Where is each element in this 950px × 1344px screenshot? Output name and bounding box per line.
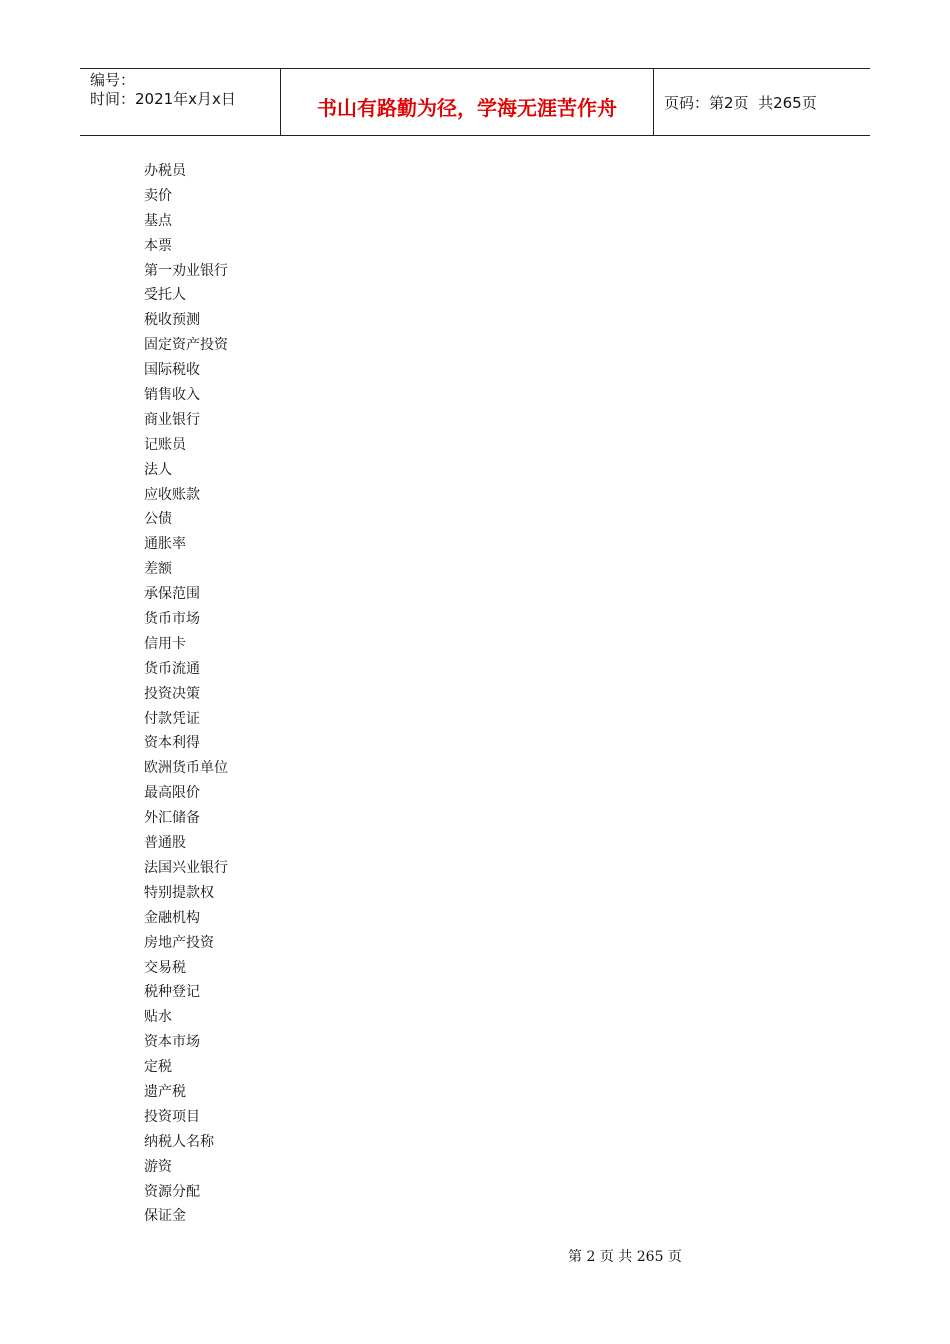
- term-item: 税收预测: [144, 312, 200, 329]
- term-item: 销售收入: [144, 387, 200, 404]
- term-item: 最高限价: [144, 785, 200, 802]
- term-item: 资本市场: [144, 1034, 200, 1051]
- term-item: 付款凭证: [144, 710, 200, 727]
- term-item: 公债: [144, 511, 172, 528]
- term-item: 投资项目: [144, 1108, 200, 1125]
- term-item: 货币市场: [144, 611, 200, 628]
- term-item: 房地产投资: [144, 934, 214, 951]
- number-label: 编号：: [90, 71, 136, 89]
- term-item: 贴水: [144, 1009, 172, 1026]
- term-item: 法人: [144, 461, 172, 478]
- header-motto: 书山有路勤为径，学海无涯苦作舟: [281, 69, 654, 135]
- term-item: 交易税: [144, 959, 186, 976]
- term-item: 差额: [144, 561, 172, 578]
- term-item: 投资决策: [144, 685, 200, 702]
- header-meta: [80, 69, 281, 135]
- term-item: 应收账款: [144, 486, 200, 503]
- term-item: 游资: [144, 1158, 172, 1175]
- date-label: 时间：2021年x月x日: [90, 90, 236, 108]
- term-item: 金融机构: [144, 909, 200, 926]
- term-item: 基点: [144, 212, 172, 229]
- term-item: 资本利得: [144, 735, 200, 752]
- term-item: 特别提款权: [144, 884, 214, 901]
- term-item: 卖价: [144, 187, 172, 204]
- term-item: 法国兴业银行: [144, 859, 228, 876]
- term-item: 固定资产投资: [144, 337, 228, 354]
- term-item: 第一劝业银行: [144, 262, 228, 279]
- term-item: 国际税收: [144, 362, 200, 379]
- term-item: 商业银行: [144, 411, 200, 428]
- page-footer: 第 2 页 共 265 页: [568, 1249, 682, 1265]
- term-item: 通胀率: [144, 536, 186, 553]
- term-item: 普通股: [144, 835, 186, 852]
- term-item: 纳税人名称: [144, 1133, 214, 1150]
- term-item: 信用卡: [144, 635, 186, 652]
- term-item: 保证金: [144, 1208, 186, 1225]
- term-item: 货币流通: [144, 660, 200, 677]
- term-item: 外汇储备: [144, 810, 200, 827]
- term-item: 承保范围: [144, 586, 200, 603]
- term-item: 欧洲货币单位: [144, 760, 228, 777]
- term-item: 资源分配: [144, 1183, 200, 1200]
- term-item: 本票: [144, 237, 172, 254]
- term-item: 受托人: [144, 287, 186, 304]
- header-page-info: 页码：第2页 共265页: [664, 93, 817, 112]
- term-item: 税种登记: [144, 984, 200, 1001]
- page-header: [80, 68, 870, 136]
- term-list: [144, 159, 228, 1229]
- term-item: 记账员: [144, 436, 186, 453]
- term-item: 办税员: [144, 163, 186, 179]
- term-item: 定税: [144, 1059, 172, 1076]
- term-item: 遗产税: [144, 1083, 186, 1100]
